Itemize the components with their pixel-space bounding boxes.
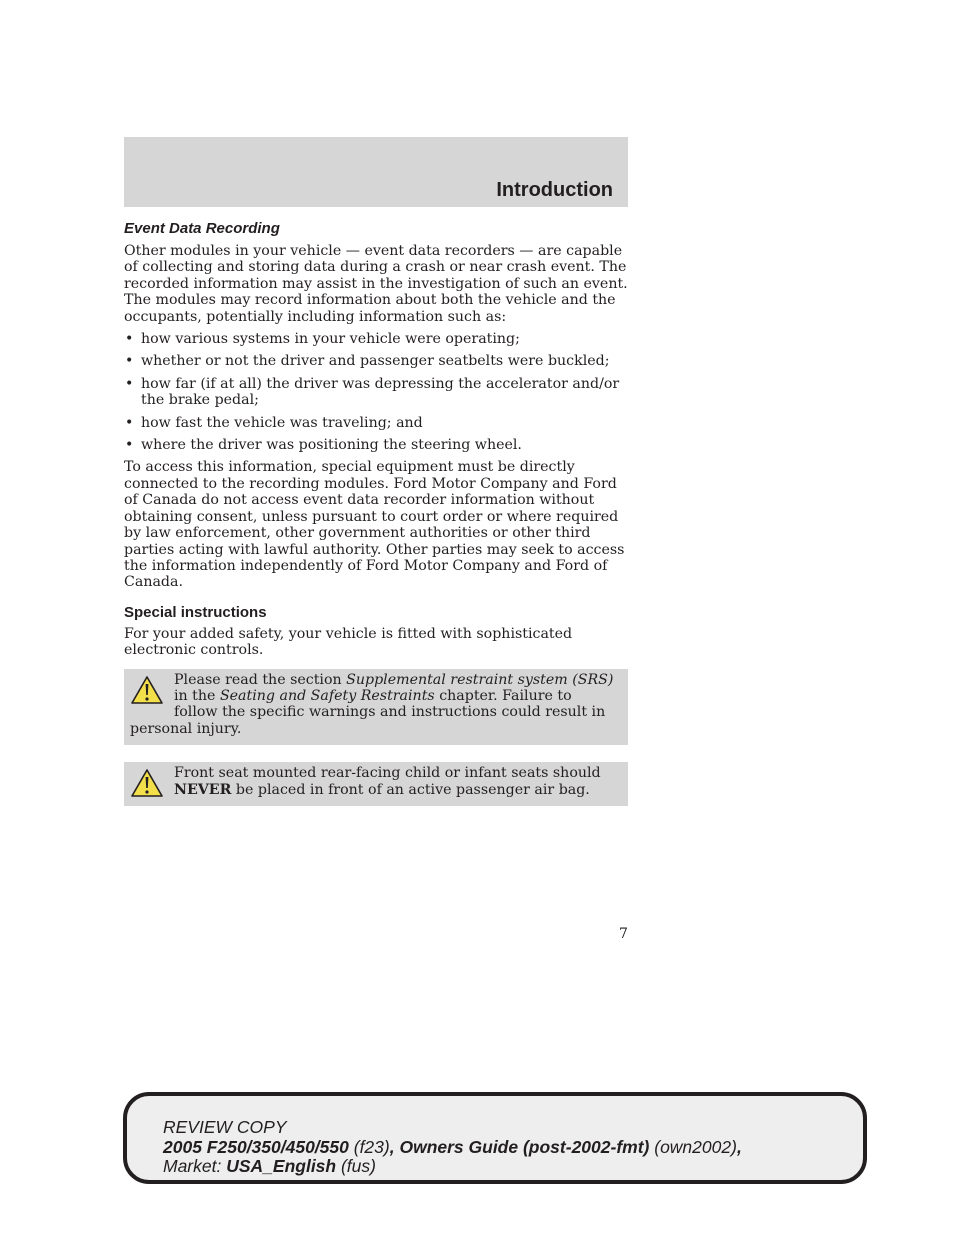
review-copy-text (163, 1118, 742, 1177)
event-data-access: To access this information, special equipment must be directly connected to the recording modules. Ford Motor Company and Ford of Canada do not access event data recorder information without obtaining consent, unless pursuant to court order or where required by law enforcement, other government authorities or other third parties acting with lawful authority. Other parties may seek to access the information independently of Ford Motor Company and Ford of Canada. (124, 459, 625, 591)
bullet-icon: • (125, 331, 134, 348)
bullet-icon: • (125, 437, 134, 454)
special-instructions-heading: Special instructions (124, 603, 267, 621)
list-item: • where the driver was positioning the steering wheel. (125, 437, 522, 454)
review-copy-label: REVIEW COPY (163, 1117, 287, 1137)
review-copy-box (123, 1092, 867, 1184)
special-instructions-intro: For your added safety, your vehicle is fitted with sophisticated electronic controls. (124, 625, 573, 659)
srs-warning-box (124, 669, 628, 746)
event-data-intro: Other modules in your vehicle — event data recorders — are capable of collecting and storing data during a crash or near crash event. The recorded information may assist in the investigation of such an event. The modules may record information about both the vehicle and the occupants, potentially including information such as: (124, 243, 628, 325)
bullet-icon: • (125, 353, 134, 370)
page-number: 7 (619, 926, 628, 942)
child-seat-warning-text: Front seat mounted rear-facing child or infant seats should NEVER be placed in front of an active passenger air bag. (174, 765, 601, 798)
section-header-band (124, 137, 628, 207)
list-item: • how various systems in your vehicle were operating; (125, 331, 520, 348)
event-data-list (124, 331, 628, 453)
bullet-icon: • (125, 414, 134, 431)
page-content (124, 220, 628, 806)
bullet-icon: • (125, 375, 134, 392)
warning-triangle-icon (130, 675, 164, 705)
review-model-line: 2005 F250/350/450/550 (f23), Owners Guide (post-2002-fmt) (own2002), (163, 1136, 742, 1157)
list-item: • how far (if at all) the driver was depressing the accelerator and/or the brake pedal; (125, 375, 620, 409)
list-item: • whether or not the driver and passenger seatbelts were buckled; (125, 353, 610, 370)
warning-triangle-icon (130, 768, 164, 798)
event-data-heading: Event Data Recording (124, 220, 280, 237)
list-item: • how fast the vehicle was traveling; and (125, 414, 423, 431)
review-market-line: Market: USA_English (fus) (163, 1156, 376, 1176)
srs-warning-text: Please read the section Supplemental restraint system (SRS) in the Seating and Safety Restraints chapter. Failure to follow the specific warnings and instructions could result in personal injury. (130, 671, 614, 737)
child-seat-warning-box (124, 762, 628, 806)
section-title: Introduction (496, 179, 613, 201)
